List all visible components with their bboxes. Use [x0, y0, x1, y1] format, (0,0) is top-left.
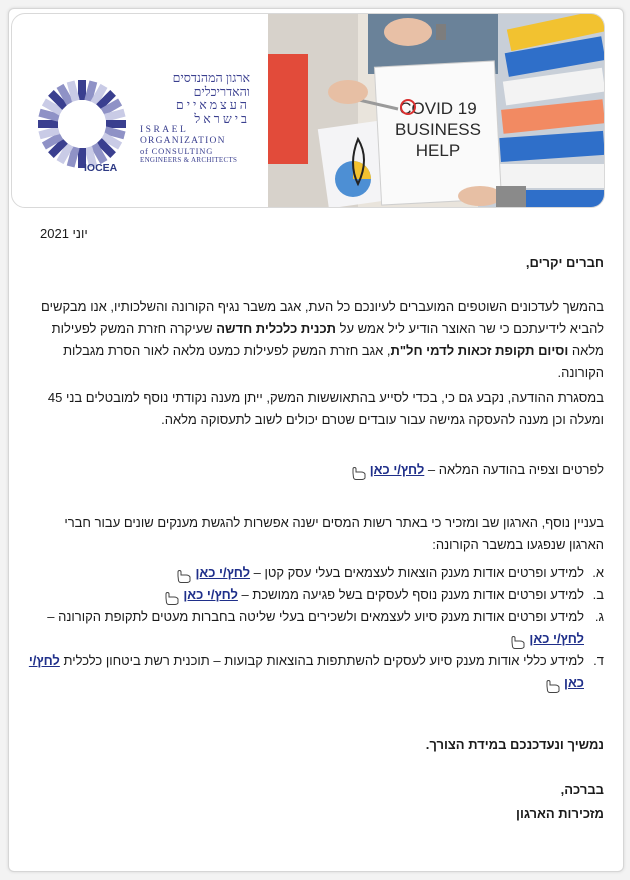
list-marker: ג. — [594, 609, 604, 624]
grant-link[interactable]: לחץ/י כאן — [183, 587, 238, 602]
covid-business-help-photo — [268, 14, 604, 207]
list-marker: ב. — [592, 587, 604, 602]
logo-acronym: IOCEA — [84, 162, 118, 174]
list-marker: א. — [592, 565, 604, 580]
organization-logo-icon — [32, 74, 132, 174]
bold-text: תכנית כלכלית חדשה — [216, 321, 336, 336]
pointing-hand-icon — [175, 567, 193, 583]
organization-logo-text — [140, 72, 250, 164]
paragraph-unemployment-support: במסגרת ההודעה, נקבע גם כי, בכדי לסייע בהתאוששות המשק, ייתן מענה נקודתי נוסף למובטלים בני 45 ומעלה וכן מענה להעסקה גמישה עבור עובדים שטרם יכולים לשוב לתעסוקה מלאה. — [47, 390, 604, 427]
list-item — [28, 562, 604, 584]
list-item-text: למידע ופרטים אודות מענק נוסף לעסקים בשל פגיעה ממושכת – — [237, 587, 584, 602]
pointing-hand-icon — [544, 677, 562, 693]
list-marker: ד. — [593, 653, 604, 668]
pointing-hand-icon — [163, 589, 181, 605]
signature-sender: מזכירות הארגון — [516, 806, 604, 821]
pointing-hand-icon — [350, 464, 368, 480]
bold-text: וסיום תקופת זכאות לדמי חל"ת — [390, 343, 569, 358]
greeting: חברים יקרים, — [525, 255, 604, 270]
list-item-text: למידע ופרטים אודות מענק סיוע לעצמאים ולשכירים בעלי שליטה בחברות מעטים לתקופת הקורונה – — [47, 609, 584, 624]
photo-sign-line: BUSINESS — [395, 120, 481, 139]
list-item — [28, 606, 604, 650]
logo-hebrew-line: בישראל — [194, 111, 250, 126]
logo-ring-segment — [106, 120, 126, 128]
grant-link[interactable]: לחץ/י כאן — [28, 653, 584, 690]
grant-link[interactable]: לחץ/י כאן — [195, 565, 251, 580]
list-item-text: למידע ופרטים אודות מענק הוצאות לעצמאים בעלי עסק קטן – — [250, 565, 584, 580]
list-item — [28, 584, 604, 606]
closing-line: נמשיך ונעדכנכם במידת הצורך. — [425, 737, 604, 752]
details-link[interactable]: לחץ/י כאן — [369, 462, 425, 477]
logo-english-line: ORGANIZATION — [140, 135, 226, 146]
paragraph-grants-intro: בעניין נוסף, הארגון שב ומזכיר כי באתר רשות המסים ישנה אפשרות להגשת מענקים שונים עבור חברי הארגון שנפגעו במשבר הקורונה: — [64, 515, 604, 552]
grants-list — [28, 562, 604, 694]
list-item — [28, 650, 604, 694]
signature-greeting: בברכה, — [560, 782, 604, 797]
details-line — [350, 462, 604, 480]
logo-ring-segment — [38, 120, 58, 128]
text-span: , אגב חזרת המשק לפעילות כמעט מלאה לאור הסרת מגבלות הקורונה. — [63, 343, 604, 380]
list-item-text: למידע כללי אודות מענק סיוע לעסקים להשתתפות בהוצאות קבועות – תוכנית רשת ביטחון כלכלית — [59, 653, 584, 668]
grant-link[interactable]: לחץ/י כאן — [529, 631, 584, 646]
text-span: בהמשך לעדכונים השוטפים המועברים לעיונכם כל העת, אגב משבר נגיף הקורונה והשלכותיו, אנו מבקשים להביא לידיעתכם כי שר האוצר הודיע ליל אמש על — [41, 299, 604, 336]
logo-english-line: ISRAEL — [140, 125, 189, 135]
header-banner — [11, 13, 605, 208]
pointing-hand-icon — [509, 633, 527, 649]
text-span: שעיקרה חזרת המשק לפעילות מלאה — [51, 321, 604, 358]
logo-hebrew-line: העצמאיים — [175, 98, 250, 112]
photo-sign-line: HELP — [415, 141, 461, 160]
logo-english-line: ENGINEERS & ARCHITECTS — [140, 155, 238, 164]
logo-english-line: of CONSULTING — [140, 146, 214, 156]
logo-hebrew-line: ארגון המהנדסים — [172, 71, 250, 85]
paragraph-program-announcement — [28, 296, 604, 384]
logo-hebrew-line: והאדריכלים — [193, 84, 250, 99]
date-label: יוני 2021 — [40, 226, 88, 241]
logo-ring-segment — [78, 80, 86, 100]
photo-sign-line: COVID 19 — [399, 99, 477, 118]
details-text: לפרטים וצפיה בהודעה המלאה – — [424, 462, 604, 477]
